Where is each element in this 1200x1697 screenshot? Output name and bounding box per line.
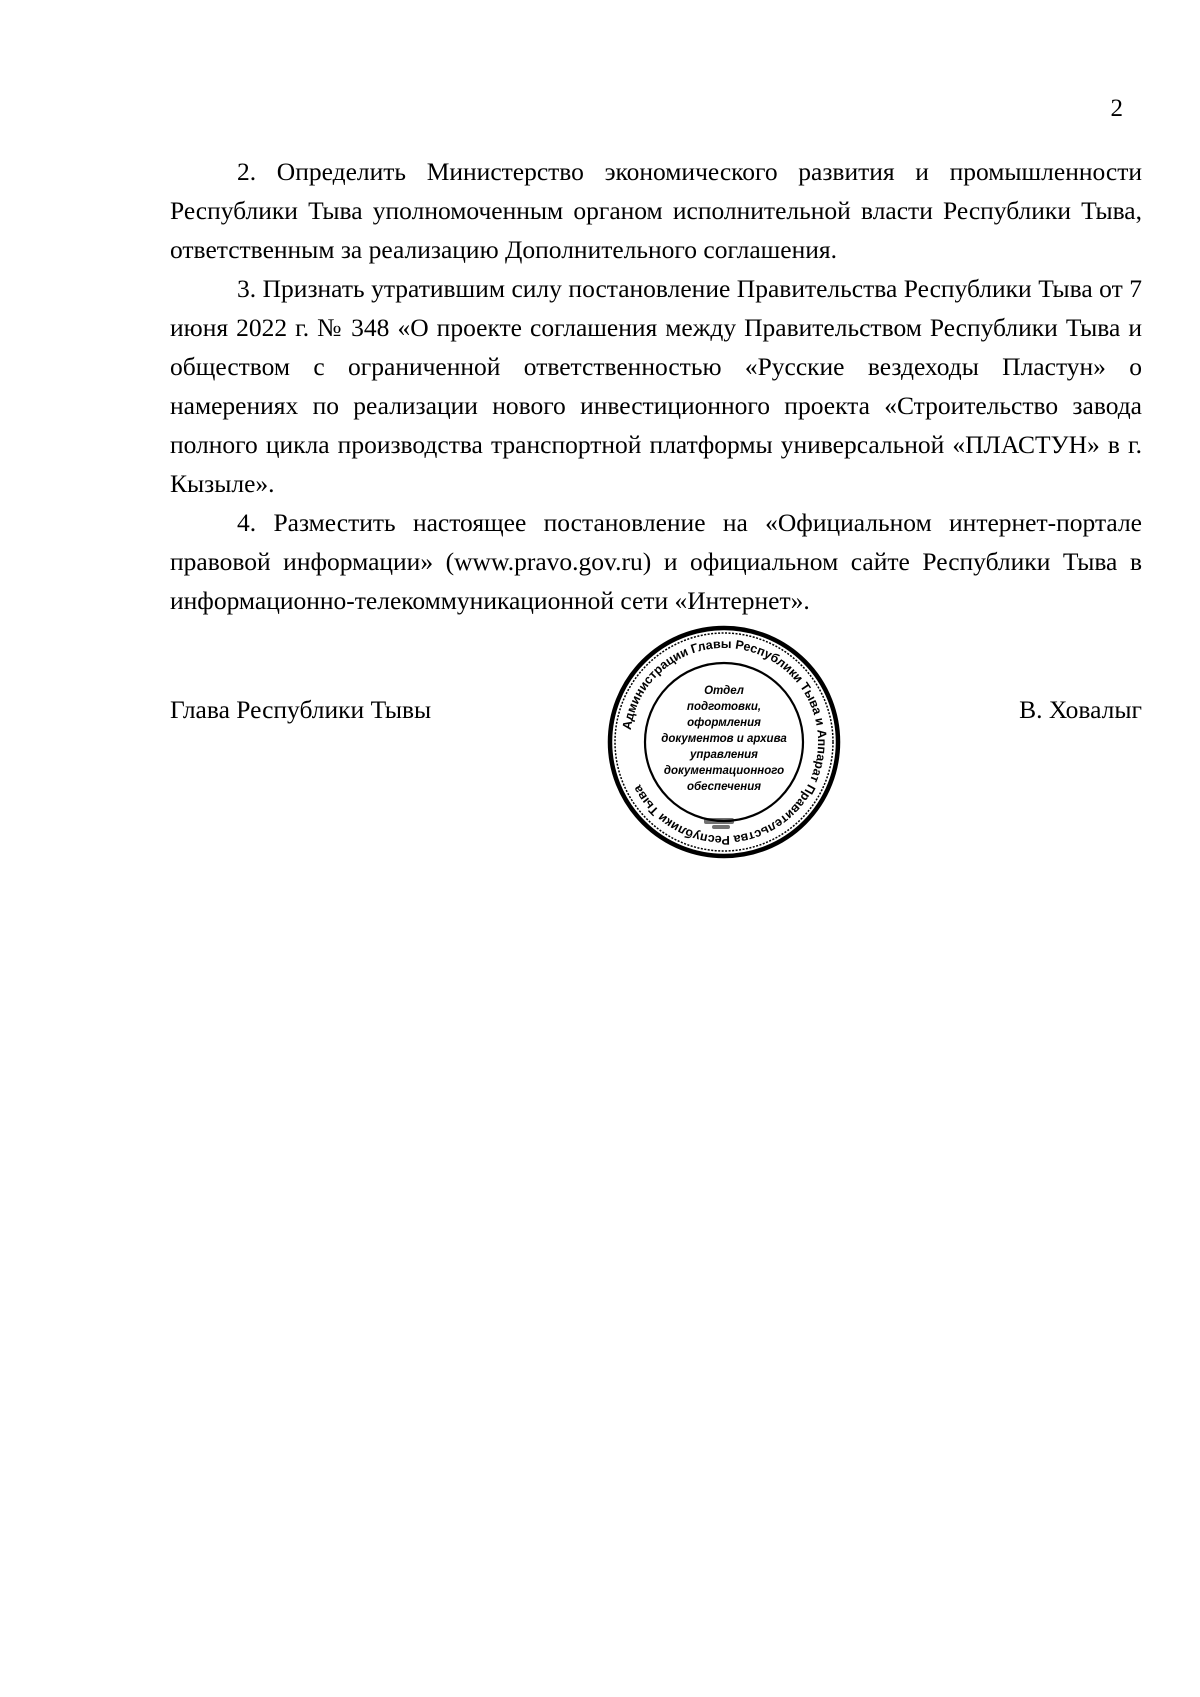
stamp-seal-icon bbox=[604, 622, 844, 862]
official-stamp bbox=[604, 622, 844, 862]
stamp-outer-text: Администрации Главы Республики Тыва и Аппарат Правительства Республики Тыва bbox=[619, 636, 830, 848]
stamp-inner-line: Отдел bbox=[704, 685, 744, 697]
signatory-position: Глава Республики Тывы bbox=[170, 695, 432, 724]
paragraph-3: 3. Признать утратившим силу постановление Правительства Республики Тыва от 7 июня 2022 г. № 348 «О проекте соглашения между Правительством Республики Тыва и обществом с ограниченной ответственностью «Русские вездеходы Пластун» о намерениях по реализации нового инвестиционного проекта «Строительство завода полного цикла производства транспортной платформы универсальной «ПЛАСТУН» в г. Кызыле». bbox=[170, 274, 1142, 498]
stamp-inner-line: подготовки, bbox=[686, 701, 762, 713]
paragraph-2: 2. Определить Министерство экономического развития и промышленности Республики Тыва уполномоченным органом исполнительной власти Республики Тыва, ответственным за реализацию Дополнительного соглашения. bbox=[170, 157, 1142, 264]
stamp-inner-line: обеспечения bbox=[686, 781, 762, 793]
stamp-inner-line: оформления bbox=[687, 717, 761, 729]
stamp-inner-line: документационного bbox=[663, 765, 785, 777]
stamp-inner-line: документов и архива bbox=[661, 733, 787, 745]
signatory-name: В. Ховалыг bbox=[1019, 695, 1142, 724]
document-body bbox=[170, 152, 1142, 620]
paragraph-4: 4. Разместить настоящее постановление на «Официальном интернет-портале правовой информации» (www.pravo.gov.ru) и официальном сайте Республики Тыва в информационно-телекоммуникационной сети «Интернет». bbox=[170, 508, 1142, 615]
stamp-inner-line: управления bbox=[690, 749, 758, 761]
page-number: 2 bbox=[1110, 95, 1123, 122]
